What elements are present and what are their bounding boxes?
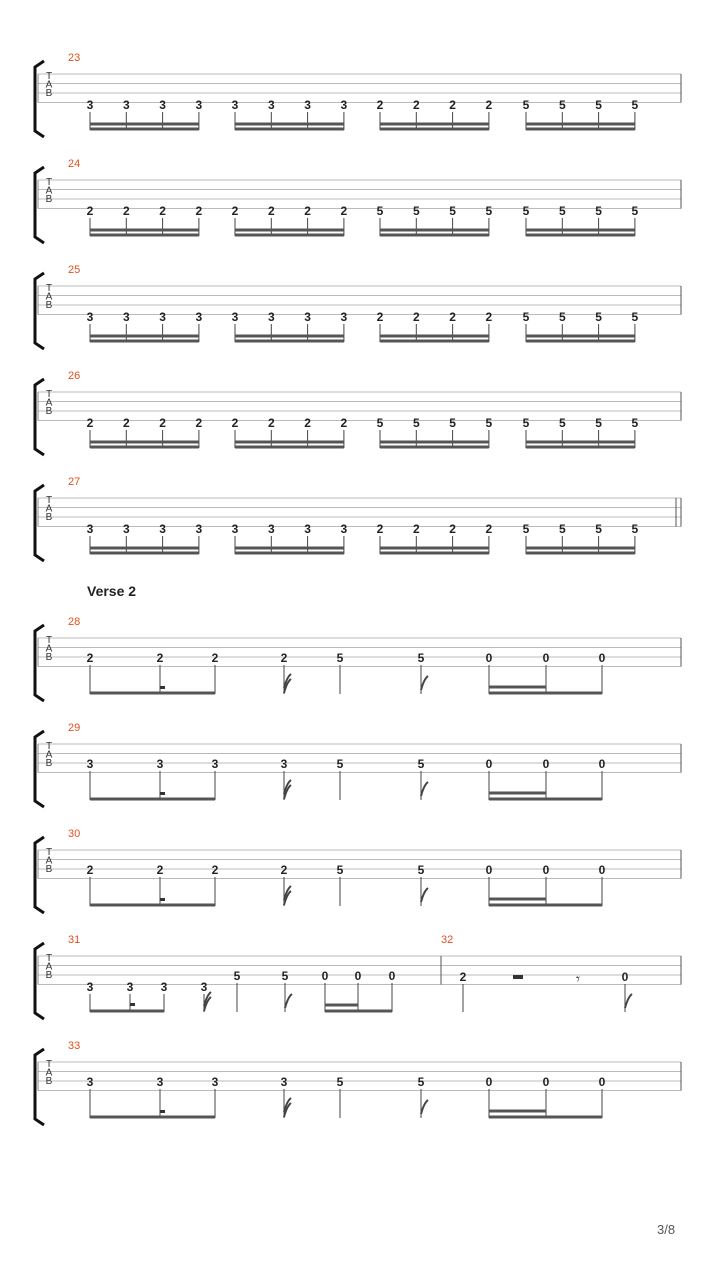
note-beam [526, 552, 635, 555]
fret-number: 2 [304, 416, 311, 430]
fret-number: 3 [86, 522, 94, 536]
fret-number: 2 [195, 416, 203, 430]
fret-number: 0 [485, 651, 493, 665]
tab-clef-letter: B [45, 194, 53, 206]
tab-clef-letter: T [45, 953, 53, 964]
fret-number: 5 [485, 416, 493, 430]
fret-number: 2 [211, 651, 219, 665]
fret-number: 5 [631, 204, 639, 218]
fret-number: 2 [376, 310, 384, 324]
tab-clef-letter: A [45, 291, 53, 303]
note-beam [380, 340, 489, 343]
rhythm-dot [160, 898, 165, 901]
fret-number: 2 [195, 204, 203, 218]
fret-number: 5 [417, 863, 425, 877]
fret-number: 5 [412, 204, 420, 218]
note-beam [526, 547, 635, 550]
fret-number: 2 [267, 416, 275, 430]
fret-number: 2 [449, 310, 456, 324]
fret-number: 5 [449, 204, 456, 218]
fret-number: 5 [558, 310, 566, 324]
note-beam [235, 552, 344, 555]
fret-number: 0 [354, 969, 362, 983]
note-beam [90, 340, 199, 343]
note-beam [325, 1010, 392, 1013]
note-beam [526, 340, 635, 343]
note-beam [380, 234, 489, 237]
tab-clef-letter: A [45, 749, 53, 761]
fret-number: 3 [86, 980, 94, 994]
note-beam [380, 552, 489, 555]
tab-clef-letter: B [45, 758, 53, 770]
fret-number: 2 [122, 416, 130, 430]
tab-clef-letter: B [45, 970, 53, 982]
note-beam [526, 229, 635, 232]
fret-number: 3 [304, 310, 311, 324]
fret-number: 5 [417, 1075, 425, 1089]
tab-clef-letter: A [45, 185, 53, 197]
tab-system [35, 370, 681, 455]
note-beam [90, 547, 199, 550]
note-beam [90, 123, 199, 126]
measure-number: 33 [68, 1040, 81, 1052]
system-bracket [35, 167, 44, 243]
section-label: Verse 2 [87, 583, 137, 599]
fret-number: 2 [449, 522, 456, 536]
note-beam [235, 547, 344, 550]
fret-number: 2 [340, 204, 348, 218]
fret-number: 2 [280, 651, 288, 665]
note-flag [625, 994, 632, 1008]
tab-clef-letter: A [45, 855, 53, 867]
note-beam [235, 234, 344, 237]
fret-number: 3 [231, 522, 239, 536]
note-flag [285, 994, 292, 1008]
note-flag [421, 676, 428, 690]
note-beam [90, 441, 199, 444]
note-beam [90, 128, 199, 131]
measure-number: 23 [68, 52, 81, 64]
note-beam [526, 123, 635, 126]
rhythm-dot [160, 686, 165, 689]
note-beam [526, 441, 635, 444]
rhythm-dot [160, 1110, 165, 1113]
measure-number: 26 [68, 370, 81, 382]
tab-system [35, 264, 681, 349]
fret-number: 5 [522, 204, 530, 218]
fret-number: 3 [195, 522, 203, 536]
tab-clef-letter: T [45, 1059, 53, 1070]
note-beam [90, 552, 199, 555]
fret-number: 2 [231, 204, 239, 218]
fret-number: 2 [412, 522, 420, 536]
fret-number: 3 [211, 1075, 219, 1089]
tab-system [35, 934, 681, 1019]
note-beam [235, 229, 344, 232]
system-bracket [35, 943, 44, 1019]
note-beam [235, 340, 344, 343]
tab-clef-letter: B [45, 406, 53, 418]
fret-number: 2 [280, 863, 288, 877]
tab-system [35, 52, 681, 137]
tab-system [35, 722, 681, 807]
fret-number: 2 [267, 204, 275, 218]
fret-number: 5 [558, 98, 566, 112]
fret-number: 0 [598, 757, 606, 771]
tab-system [35, 158, 681, 243]
fret-number: 3 [211, 757, 219, 771]
fret-number: 0 [621, 970, 629, 984]
system-bracket [35, 61, 44, 137]
fret-number: 0 [598, 1075, 606, 1089]
tab-clef-letter: T [45, 283, 53, 294]
fret-number: 2 [156, 863, 164, 877]
note-beam [489, 1116, 602, 1119]
tab-clef-letter: T [45, 741, 53, 752]
tab-clef-letter: B [45, 512, 53, 524]
note-beam [90, 234, 199, 237]
tab-system [35, 828, 681, 913]
system-bracket [35, 731, 44, 807]
fret-number: 3 [160, 980, 168, 994]
measure-number: 29 [68, 722, 81, 734]
fret-number: 3 [159, 522, 166, 536]
fret-number: 0 [321, 969, 329, 983]
note-beam [235, 123, 344, 126]
fret-number: 5 [522, 416, 530, 430]
note-beam [380, 128, 489, 131]
fret-number: 2 [485, 310, 493, 324]
tab-system [35, 1040, 681, 1125]
fret-number: 3 [122, 310, 130, 324]
fret-number: 0 [598, 863, 606, 877]
fret-number: 0 [542, 863, 550, 877]
note-beam [489, 898, 546, 901]
fret-number: 5 [417, 757, 425, 771]
system-bracket [35, 379, 44, 455]
fret-number: 2 [485, 98, 493, 112]
tab-clef-letter: B [45, 652, 53, 664]
tab-clef-letter: A [45, 1067, 53, 1079]
measure-number: 30 [68, 828, 81, 840]
fret-number: 5 [631, 98, 639, 112]
fret-number: 0 [542, 1075, 550, 1089]
fret-number: 5 [336, 1075, 344, 1089]
fret-number: 5 [595, 204, 602, 218]
fret-number: 2 [376, 98, 384, 112]
fret-number: 5 [281, 969, 289, 983]
note-flag [421, 1100, 428, 1114]
fret-number: 0 [485, 863, 493, 877]
rhythm-dot [160, 792, 165, 795]
fret-number: 3 [280, 757, 288, 771]
fret-number: 3 [231, 310, 239, 324]
fret-number: 3 [340, 98, 348, 112]
note-beam [90, 798, 215, 801]
fret-number: 3 [86, 1075, 94, 1089]
fret-number: 2 [304, 204, 311, 218]
measure-number: 31 [68, 934, 81, 946]
tab-clef-letter: T [45, 495, 53, 506]
note-beam [526, 446, 635, 449]
tab-clef-letter: T [45, 71, 53, 82]
fret-number: 2 [459, 970, 467, 984]
fret-number: 2 [412, 310, 420, 324]
note-beam [489, 686, 546, 689]
fret-number: 5 [558, 204, 566, 218]
note-beam [90, 446, 199, 449]
fret-number: 3 [340, 522, 348, 536]
fret-number: 3 [195, 310, 203, 324]
fret-number: 3 [159, 98, 166, 112]
fret-number: 5 [558, 416, 566, 430]
note-beam [380, 441, 489, 444]
measure-number: 27 [68, 476, 81, 488]
note-beam [380, 123, 489, 126]
fret-number: 3 [267, 310, 275, 324]
fret-number: 5 [631, 522, 639, 536]
fret-number: 0 [388, 969, 396, 983]
system-bracket [35, 485, 44, 561]
note-beam [380, 335, 489, 338]
tab-clef-letter: B [45, 1076, 53, 1088]
note-beam [90, 1116, 215, 1119]
page-number: 3/8 [657, 1222, 676, 1237]
tab-clef-letter: T [45, 389, 53, 400]
fret-number: 5 [376, 416, 384, 430]
fret-number: 3 [122, 522, 130, 536]
tab-clef-letter: B [45, 300, 53, 312]
system-bracket [35, 1049, 44, 1125]
note-beam [325, 1004, 358, 1007]
measure-number: 24 [68, 158, 81, 170]
fret-number: 3 [156, 757, 164, 771]
fret-number: 3 [231, 98, 239, 112]
fret-number: 5 [449, 416, 456, 430]
note-beam [489, 792, 546, 795]
note-beam [526, 234, 635, 237]
fret-number: 5 [417, 651, 425, 665]
tab-clef-letter: T [45, 847, 53, 858]
fret-number: 2 [86, 651, 94, 665]
fret-number: 3 [304, 98, 311, 112]
fret-number: 2 [86, 863, 94, 877]
fret-number: 3 [86, 98, 94, 112]
fret-number: 3 [159, 310, 166, 324]
fret-number: 5 [522, 522, 530, 536]
note-beam [235, 446, 344, 449]
fret-number: 2 [211, 863, 219, 877]
note-beam [235, 335, 344, 338]
measure-number: 25 [68, 264, 81, 276]
note-beam [489, 1110, 546, 1113]
fret-number: 5 [376, 204, 384, 218]
tab-clef-letter: A [45, 503, 53, 515]
tab-clef-letter: B [45, 864, 53, 876]
fret-number: 2 [86, 416, 94, 430]
note-beam [235, 128, 344, 131]
note-beam [526, 335, 635, 338]
fret-number: 2 [86, 204, 94, 218]
fret-number: 3 [200, 980, 208, 994]
fret-number: 3 [126, 980, 134, 994]
fret-number: 2 [376, 522, 384, 536]
note-beam [489, 692, 602, 695]
note-beam [489, 798, 602, 801]
fret-number: 3 [340, 310, 348, 324]
fret-number: 2 [412, 98, 420, 112]
fret-number: 0 [485, 1075, 493, 1089]
fret-number: 3 [195, 98, 203, 112]
fret-number: 2 [159, 204, 166, 218]
half-rest [513, 975, 523, 979]
fret-number: 2 [340, 416, 348, 430]
note-flag [421, 782, 428, 796]
eighth-rest: 𝄾 [576, 971, 580, 988]
fret-number: 0 [598, 651, 606, 665]
note-beam [235, 441, 344, 444]
fret-number: 3 [304, 522, 311, 536]
rhythm-dot [130, 1003, 135, 1006]
system-bracket [35, 837, 44, 913]
fret-number: 2 [159, 416, 166, 430]
fret-number: 0 [542, 651, 550, 665]
tab-clef-letter: T [45, 635, 53, 646]
fret-number: 2 [156, 651, 164, 665]
note-beam [90, 904, 215, 907]
fret-number: 5 [595, 522, 602, 536]
fret-number: 5 [631, 416, 639, 430]
note-beam [90, 335, 199, 338]
tab-system [35, 476, 681, 561]
fret-number: 5 [336, 863, 344, 877]
fret-number: 3 [86, 757, 94, 771]
fret-number: 3 [267, 98, 275, 112]
note-beam [380, 547, 489, 550]
tab-clef-letter: A [45, 961, 53, 973]
fret-number: 5 [522, 310, 530, 324]
note-beam [90, 692, 215, 695]
tab-clef-letter: A [45, 397, 53, 409]
tab-clef-letter: B [45, 88, 53, 100]
tab-system [35, 616, 681, 701]
fret-number: 5 [336, 757, 344, 771]
system-bracket [35, 625, 44, 701]
system-bracket [35, 273, 44, 349]
tab-clef-letter: A [45, 643, 53, 655]
fret-number: 3 [156, 1075, 164, 1089]
measure-number: 28 [68, 616, 81, 628]
fret-number: 5 [595, 310, 602, 324]
fret-number: 3 [86, 310, 94, 324]
measure-number: 32 [441, 934, 454, 946]
fret-number: 3 [280, 1075, 288, 1089]
fret-number: 2 [122, 204, 130, 218]
fret-number: 0 [542, 757, 550, 771]
fret-number: 0 [485, 757, 493, 771]
fret-number: 3 [122, 98, 130, 112]
note-beam [90, 1010, 164, 1013]
note-beam [90, 229, 199, 232]
fret-number: 5 [595, 416, 602, 430]
fret-number: 5 [412, 416, 420, 430]
fret-number: 5 [631, 310, 639, 324]
tab-clef-letter: A [45, 79, 53, 91]
fret-number: 2 [449, 98, 456, 112]
note-beam [380, 446, 489, 449]
note-beam [380, 229, 489, 232]
fret-number: 5 [485, 204, 493, 218]
note-beam [526, 128, 635, 131]
fret-number: 5 [336, 651, 344, 665]
fret-number: 5 [233, 969, 241, 983]
fret-number: 5 [558, 522, 566, 536]
note-beam [489, 904, 602, 907]
fret-number: 5 [522, 98, 530, 112]
note-flag [421, 888, 428, 902]
fret-number: 2 [485, 522, 493, 536]
fret-number: 5 [595, 98, 602, 112]
tab-clef-letter: T [45, 177, 53, 188]
fret-number: 2 [231, 416, 239, 430]
fret-number: 3 [267, 522, 275, 536]
